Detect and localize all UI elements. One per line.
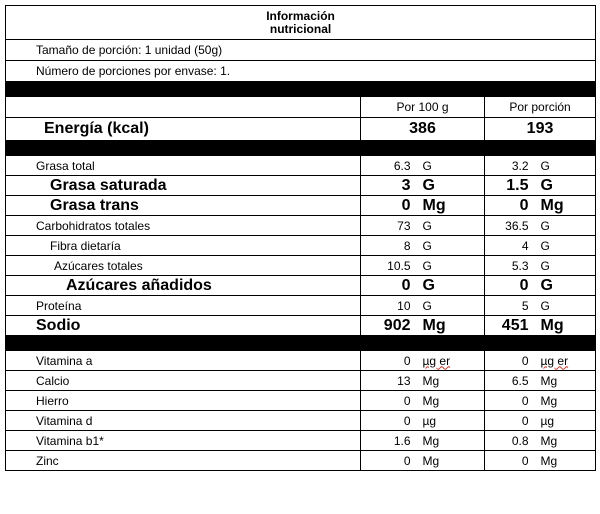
- black-separator-2: [6, 141, 596, 156]
- unit-per-portion: Mg: [535, 371, 596, 391]
- black-separator-1: [6, 82, 596, 97]
- header-blank: [6, 97, 361, 118]
- unit-per-100g: G: [417, 216, 485, 236]
- nutrient-row-grasa-saturada: [6, 176, 596, 196]
- title-row: [6, 6, 596, 40]
- unit-per-portion: G: [535, 276, 596, 296]
- unit-per-portion: G: [535, 216, 596, 236]
- value-per-100g: 902: [361, 316, 417, 336]
- nutrient-label: Grasa total: [6, 156, 361, 176]
- unit-per-portion: Mg: [535, 316, 596, 336]
- unit-per-100g: Mg: [417, 316, 485, 336]
- unit-per-portion: Mg: [535, 196, 596, 216]
- nutrient-label: Azúcares totales: [6, 256, 361, 276]
- micro-row-zinc: [6, 451, 596, 471]
- unit-per-100g: Mg: [417, 431, 485, 451]
- value-per-portion: 451: [485, 316, 535, 336]
- black-separator-3: [6, 336, 596, 351]
- nutrient-row-fibra: [6, 236, 596, 256]
- value-per-100g: 10.5: [361, 256, 417, 276]
- nutrition-label: [5, 5, 595, 511]
- value-per-portion: 0.8: [485, 431, 535, 451]
- energy-label: Energía (kcal): [6, 118, 361, 141]
- value-per-portion: 0: [485, 351, 535, 371]
- value-per-100g: 0: [361, 451, 417, 471]
- value-per-100g: 0: [361, 411, 417, 431]
- value-per-100g: 8: [361, 236, 417, 256]
- unit-per-100g: G: [417, 256, 485, 276]
- title-line-1: Información: [266, 9, 335, 23]
- nutrient-row-carbohidratos: [6, 216, 596, 236]
- value-per-100g: 0: [361, 391, 417, 411]
- energy-row: [6, 118, 596, 141]
- micro-row-vitamina-a: [6, 351, 596, 371]
- unit-per-100g: Mg: [417, 451, 485, 471]
- label-title: [6, 6, 596, 40]
- nutrient-label: Proteína: [6, 296, 361, 316]
- header-row: [6, 97, 596, 118]
- unit-per-portion: G: [535, 156, 596, 176]
- micro-label: Zinc: [6, 451, 361, 471]
- nutrient-row-grasa-total: [6, 156, 596, 176]
- value-per-portion: 1.5: [485, 176, 535, 196]
- header-per-100g: Por 100 g: [361, 97, 485, 118]
- unit-per-portion: Mg: [535, 431, 596, 451]
- value-per-100g: 73: [361, 216, 417, 236]
- unit-per-100g: G: [417, 236, 485, 256]
- value-per-portion: 0: [485, 196, 535, 216]
- value-per-100g: 0: [361, 276, 417, 296]
- value-per-portion: 36.5: [485, 216, 535, 236]
- unit-per-portion: G: [535, 256, 596, 276]
- value-per-100g: 0: [361, 196, 417, 216]
- nutrient-label: Fibra dietaría: [6, 236, 361, 256]
- value-per-portion: 3.2: [485, 156, 535, 176]
- value-per-portion: 0: [485, 276, 535, 296]
- unit-per-portion: Mg: [535, 451, 596, 471]
- nutrient-label: Grasa trans: [6, 196, 361, 216]
- nutrient-row-proteina: [6, 296, 596, 316]
- unit-per-portion: µg: [535, 411, 596, 431]
- value-per-portion: 6.5: [485, 371, 535, 391]
- header-per-portion: Por porción: [485, 97, 596, 118]
- unit-text: µg er: [422, 353, 451, 368]
- value-per-portion: 4: [485, 236, 535, 256]
- micro-label: Vitamina a: [6, 351, 361, 371]
- unit-per-portion: G: [535, 176, 596, 196]
- nutrient-row-grasa-trans: [6, 196, 596, 216]
- unit-per-portion: G: [535, 296, 596, 316]
- unit-per-100g: G: [417, 176, 485, 196]
- micro-label: Vitamina b1*: [6, 431, 361, 451]
- value-per-100g: 13: [361, 371, 417, 391]
- energy-per-portion: 193: [485, 118, 596, 141]
- nutrient-label: Grasa saturada: [6, 176, 361, 196]
- title-line-2: nutricional: [269, 22, 332, 36]
- servings-row: [6, 61, 596, 82]
- micro-row-vitamina-b1: [6, 431, 596, 451]
- micro-label: Calcio: [6, 371, 361, 391]
- unit-per-100g: G: [417, 156, 485, 176]
- nutrient-row-azucares-totales: [6, 256, 596, 276]
- micro-label: Hierro: [6, 391, 361, 411]
- serving-size: Tamaño de porción: 1 unidad (50g): [6, 40, 596, 61]
- unit-per-portion: [535, 351, 596, 371]
- nutrient-label: Sodio: [6, 316, 361, 336]
- servings-per-container: Número de porciones por envase: 1.: [6, 61, 596, 82]
- value-per-100g: 6.3: [361, 156, 417, 176]
- value-per-portion: 0: [485, 411, 535, 431]
- value-per-100g: 10: [361, 296, 417, 316]
- micro-row-vitamina-d: [6, 411, 596, 431]
- micro-row-calcio: [6, 371, 596, 391]
- value-per-portion: 5: [485, 296, 535, 316]
- unit-per-portion: G: [535, 236, 596, 256]
- unit-per-100g: µg: [417, 411, 485, 431]
- value-per-portion: 5.3: [485, 256, 535, 276]
- unit-per-100g: [417, 351, 485, 371]
- value-per-portion: 0: [485, 391, 535, 411]
- unit-per-100g: Mg: [417, 371, 485, 391]
- unit-per-100g: Mg: [417, 391, 485, 411]
- micro-label: Vitamina d: [6, 411, 361, 431]
- nutrient-row-azucares-anadidos: [6, 276, 596, 296]
- unit-per-portion: Mg: [535, 391, 596, 411]
- micro-row-hierro: [6, 391, 596, 411]
- energy-per-100g: 386: [361, 118, 485, 141]
- unit-text: µg er: [540, 353, 569, 368]
- serving-size-row: [6, 40, 596, 61]
- unit-per-100g: G: [417, 296, 485, 316]
- value-per-portion: 0: [485, 451, 535, 471]
- nutrition-table: [5, 5, 596, 471]
- nutrient-label: Azúcares añadidos: [6, 276, 361, 296]
- unit-per-100g: Mg: [417, 196, 485, 216]
- value-per-100g: 3: [361, 176, 417, 196]
- nutrient-row-sodio: [6, 316, 596, 336]
- value-per-100g: 1.6: [361, 431, 417, 451]
- unit-per-100g: G: [417, 276, 485, 296]
- nutrient-label: Carbohidratos totales: [6, 216, 361, 236]
- value-per-100g: 0: [361, 351, 417, 371]
